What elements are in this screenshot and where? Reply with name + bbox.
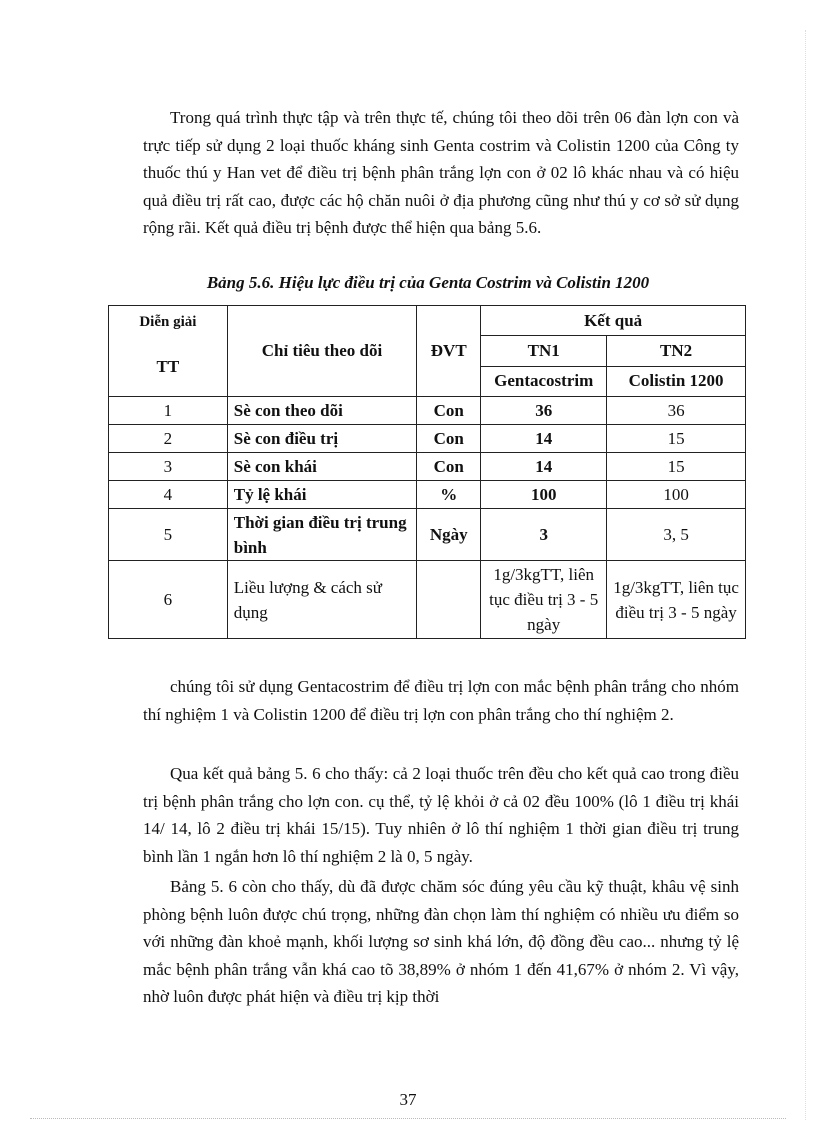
table-caption: Bảng 5.6. Hiệu lực điều trị của Genta Costrim và Colistin 1200 bbox=[206, 273, 650, 292]
tn2-header: TN2 bbox=[607, 336, 746, 366]
results-table bbox=[108, 305, 746, 639]
row-tn1: 14 bbox=[481, 425, 607, 453]
row-chi-tieu: Sè con theo dõi bbox=[227, 397, 417, 425]
tt-label: TT bbox=[156, 357, 180, 376]
row-tn1: 100 bbox=[481, 481, 607, 509]
chi-tieu-header: Chỉ tiêu theo dõi bbox=[227, 306, 417, 397]
row-tn1: 14 bbox=[481, 453, 607, 481]
dvt-header: ĐVT bbox=[417, 306, 481, 397]
row-tt: 2 bbox=[109, 425, 228, 453]
row-chi-tieu: Sè con khái bbox=[227, 453, 417, 481]
table-row bbox=[109, 509, 746, 561]
row-chi-tieu: Thời gian điều trị trung bình bbox=[227, 509, 417, 561]
row-chi-tieu: Sè con điều trị bbox=[227, 425, 417, 453]
row-tn1: 36 bbox=[481, 397, 607, 425]
page-number: 37 bbox=[399, 1090, 417, 1109]
row-dvt: Con bbox=[417, 397, 481, 425]
intro-paragraph: Trong quá trình thực tập và trên thực tế, chúng tôi theo dõi trên 06 đàn lợn con và trực tiếp sử dụng 2 loại thuốc kháng sinh Genta costrim và Colistin 1200 của Công ty thuốc thú y Han vet để điều trị bệnh phân trắng lợn con ở 02 lô khác nhau và có hiệu quả điều trị rất cao, được các hộ chăn nuôi ở địa phương cũng như thú y cơ sở sử dụng rộng rãi. Kết quả điều trị bệnh được thể hiện qua bảng 5.6. bbox=[143, 108, 739, 237]
tn2-drug-header: Colistin 1200 bbox=[607, 366, 746, 396]
table-row bbox=[109, 453, 746, 481]
row-tn1: 1g/3kgTT, liên tục điều trị 3 - 5 ngày bbox=[481, 561, 607, 639]
table-row bbox=[109, 425, 746, 453]
paragraph-4: Bảng 5. 6 còn cho thấy, dù đã được chăm sóc đúng yêu cầu kỹ thuật, khâu vệ sinh phòng bệnh luôn được chú trọng, những đàn chọn làm thí nghiệm có nhiều ưu điểm so với những đàn khoẻ mạnh, khối lượng sơ sinh khá lớn, độ đồng đều cao... nhưng tỷ lệ mắc bệnh phân trắng vẫn khá cao tõ 38,89% ở nhóm 1 đến 41,67% ở nhóm 2. Vì vậy, nhờ luôn được phát hiện và điều trị kịp thời bbox=[143, 877, 739, 1006]
row-tt: 6 bbox=[109, 561, 228, 639]
tn1-header: TN1 bbox=[481, 336, 607, 366]
row-tn1: 3 bbox=[481, 509, 607, 561]
row-tt: 1 bbox=[109, 397, 228, 425]
row-tn2: 100 bbox=[607, 481, 746, 509]
table-row bbox=[109, 561, 746, 639]
dien-giai-label: Diễn giải bbox=[139, 314, 197, 330]
row-tn2: 15 bbox=[607, 425, 746, 453]
row-dvt: Ngày bbox=[417, 509, 481, 561]
footer-divider bbox=[30, 1118, 786, 1119]
row-tn2: 36 bbox=[607, 397, 746, 425]
margin-guide bbox=[805, 30, 806, 1120]
row-tn2: 3, 5 bbox=[607, 509, 746, 561]
row-chi-tieu: Liều lượng & cách sử dụng bbox=[227, 561, 417, 639]
row-tt: 3 bbox=[109, 453, 228, 481]
tn1-drug-header: Gentacostrim bbox=[481, 366, 607, 396]
table-row bbox=[109, 397, 746, 425]
row-chi-tieu: Tỷ lệ khái bbox=[227, 481, 417, 509]
row-dvt: Con bbox=[417, 425, 481, 453]
row-tn2: 1g/3kgTT, liên tục điều trị 3 - 5 ngày bbox=[607, 561, 746, 639]
dien-giai-cell bbox=[109, 306, 228, 397]
paragraph-2: chúng tôi sử dụng Gentacostrim để điều trị lợn con mắc bệnh phân trắng cho nhóm thí nghiệm 1 và Colistin 1200 để điều trị lợn con phân trắng cho thí nghiệm 2. bbox=[143, 677, 739, 724]
row-dvt bbox=[417, 561, 481, 639]
row-tn2: 15 bbox=[607, 453, 746, 481]
row-tt: 5 bbox=[109, 509, 228, 561]
row-tt: 4 bbox=[109, 481, 228, 509]
ket-qua-header: Kết quả bbox=[481, 306, 746, 336]
table-row bbox=[109, 481, 746, 509]
row-dvt: % bbox=[417, 481, 481, 509]
row-dvt: Con bbox=[417, 453, 481, 481]
paragraph-3: Qua kết quả bảng 5. 6 cho thấy: cả 2 loại thuốc trên đều cho kết quả cao trong điều trị bệnh phân trắng cho lợn con. cụ thể, tỷ lệ khỏi ở cả 02 đều 100% (lô 1 điều trị khái 14/ 14, lô 2 điều trị khái 15/15). Tuy nhiên ở lô thí nghiệm 1 thời gian điều trị trung bình lần 1 ngắn hơn lô thí nghiệm 2 là 0, 5 ngày. bbox=[143, 764, 739, 866]
